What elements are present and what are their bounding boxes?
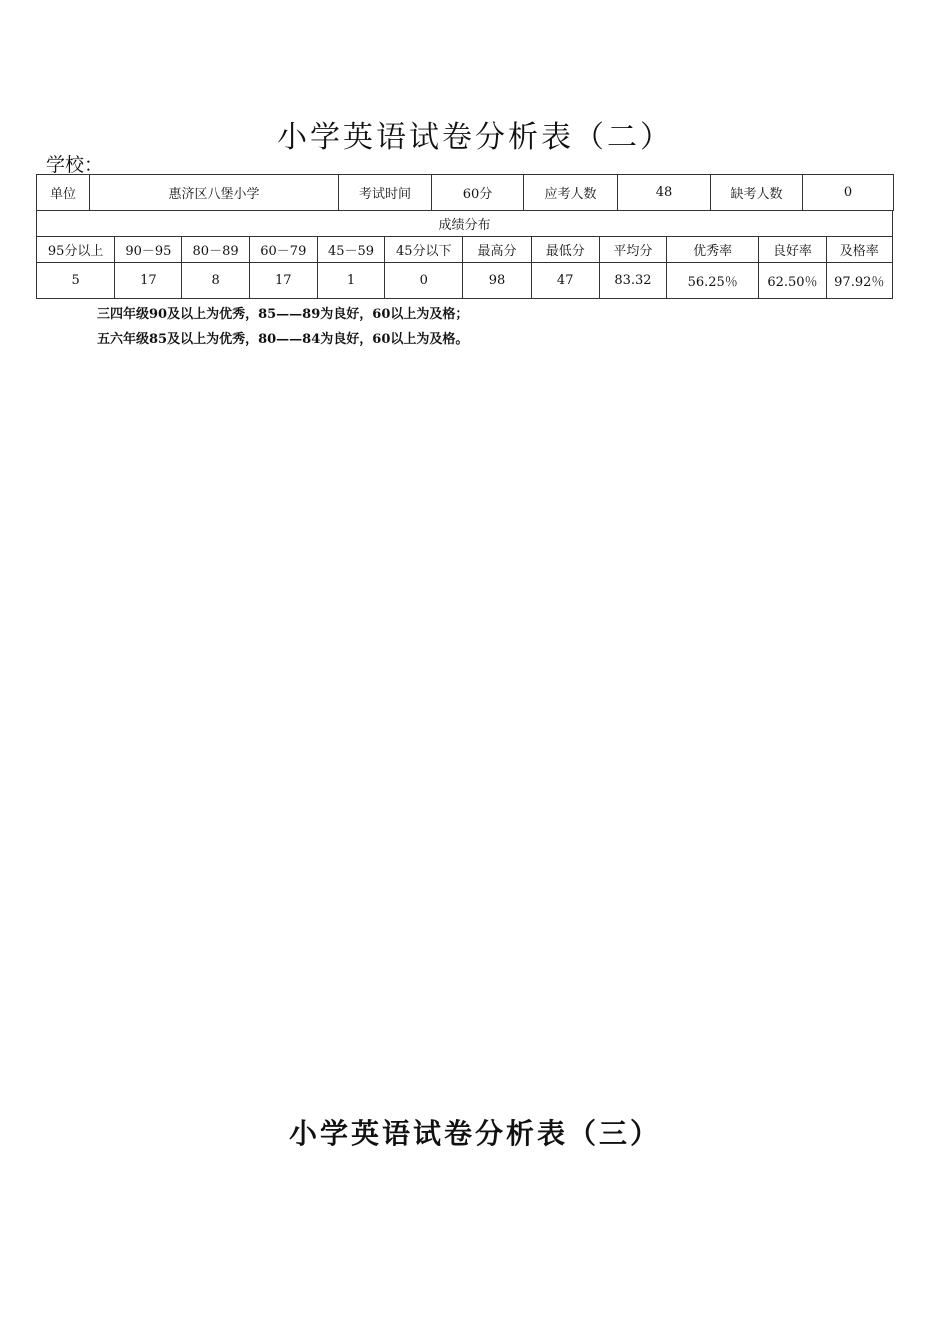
section-header-row [37,211,893,237]
column-header: 最高分 [463,237,531,263]
exam-time-label: 考试时间 [339,175,432,211]
expected-count-label: 应考人数 [524,175,618,211]
table-cell: 8 [182,263,249,299]
column-header: 及格率 [826,237,892,263]
column-header: 最低分 [531,237,599,263]
table-header-row [37,237,893,263]
table-cell: 5 [37,263,115,299]
distribution-section-label: 成绩分布 [37,211,893,237]
column-header: 平均分 [599,237,666,263]
column-header: 80－89 [182,237,249,263]
exam-time-value: 60分 [432,175,524,211]
column-header: 45－59 [317,237,384,263]
page-title-2: 小学英语试卷分析表（二） [277,120,673,155]
table-cell: 17 [115,263,182,299]
column-header: 90－95 [115,237,182,263]
table-cell: 83.32 [599,263,666,299]
grading-note-grade-5-6: 五六年级85及以上为优秀，80——84为良好，60以上为及格。 [97,332,469,347]
table-cell: 56.25％ [667,263,759,299]
column-header: 45分以下 [385,237,463,263]
table-cell: 97.92％ [826,263,892,299]
table-cell: 17 [249,263,317,299]
column-header: 良好率 [759,237,826,263]
table-row [37,263,893,299]
absent-count-label: 缺考人数 [711,175,803,211]
table-cell: 0 [385,263,463,299]
unit-value: 惠济区八堡小学 [90,175,339,211]
table-cell: 98 [463,263,531,299]
column-header: 优秀率 [667,237,759,263]
table-cell: 62.50％ [759,263,826,299]
grading-note-grade-3-4: 三四年级90及以上为优秀，85——89为良好，60以上为及格； [97,307,469,322]
exam-info-table [36,174,894,211]
page-title-3: 小学英语试卷分析表（三） [288,1117,661,1150]
absent-count-value: 0 [803,175,894,211]
unit-label: 单位 [37,175,90,211]
school-label: 学校： [46,154,104,176]
exam-info-row [37,175,894,211]
column-header: 60－79 [249,237,317,263]
table-cell: 1 [317,263,384,299]
table-cell: 47 [531,263,599,299]
column-header: 95分以上 [37,237,115,263]
expected-count-value: 48 [618,175,711,211]
score-distribution-table [36,210,893,299]
